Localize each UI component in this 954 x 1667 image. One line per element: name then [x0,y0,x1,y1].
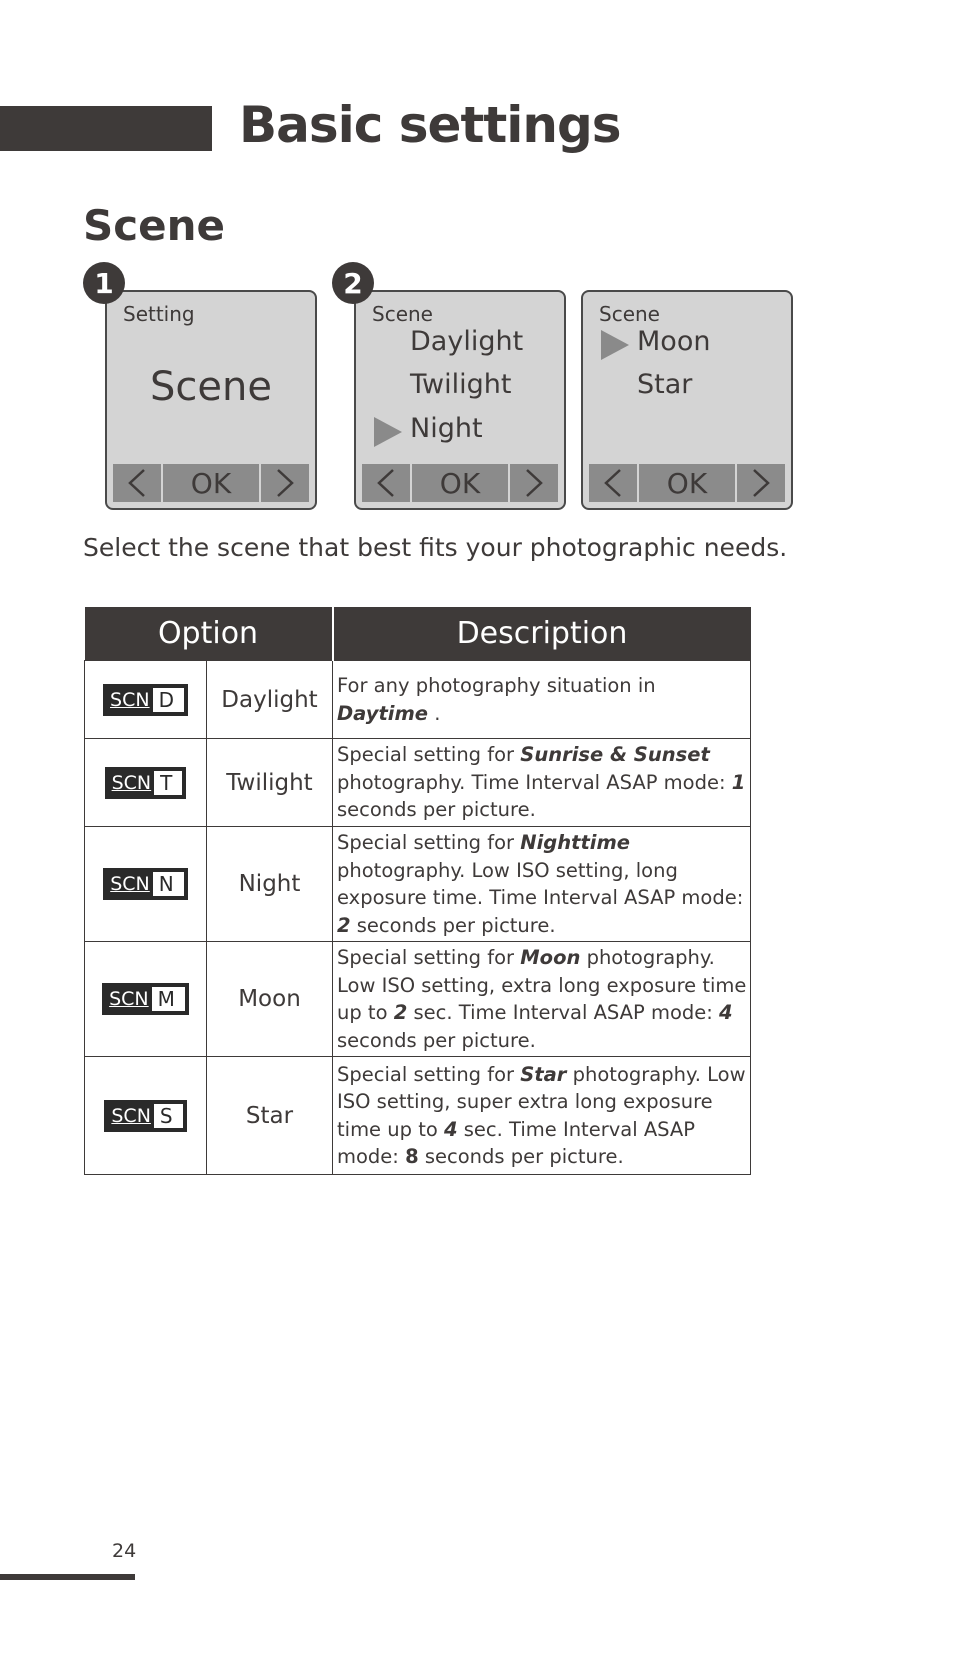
mode-icon-cell [85,739,207,827]
screen-header: Scene [599,302,660,326]
mode-icon-cell [85,942,207,1057]
option-name: Moon [207,942,333,1057]
chevron-left-icon [127,468,147,498]
scene-options-table [84,607,751,1175]
right-softkey[interactable] [735,464,785,502]
option-description: Special setting for Star photography. Low ISO setting, super extra long exposure time up to 4 sec. Time Interval ASAP mode: 8 seconds per picture. [333,1057,751,1175]
ok-softkey[interactable]: OK [190,466,232,500]
chevron-right-icon [524,468,544,498]
description-header: Description [333,607,751,661]
right-softkey[interactable] [508,464,558,502]
table-header-row [85,607,751,661]
scene-option-star[interactable]: Star [637,369,693,400]
ok-softkey[interactable]: OK [666,466,708,500]
left-softkey[interactable] [113,464,163,502]
option-name: Twilight [207,739,333,827]
footer-rule [0,1574,135,1580]
left-softkey[interactable] [362,464,412,502]
mode-icon-cell [85,1057,207,1175]
selection-arrow-icon [601,330,629,360]
option-description: For any photography situation in Daytime . [333,661,751,739]
table-row [85,661,751,739]
step-badge-2: 2 [332,262,374,304]
table-row [85,1057,751,1175]
option-name: Star [207,1057,333,1175]
scene-option-daylight[interactable]: Daylight [410,326,524,357]
chevron-right-icon [751,468,771,498]
option-description: Special setting for Nighttime photography. Low ISO setting, long exposure time. Time Interval ASAP mode: 2 seconds per picture. [333,827,751,942]
softkey-bar [589,464,785,502]
scene-option-moon[interactable]: Moon [637,326,711,357]
camera-screen-scene-list [354,290,566,510]
softkey-bar [113,464,309,502]
scn-star-icon: SCN S [104,1100,186,1132]
scn-twilight-icon: SCN T [105,767,187,799]
section-title: Scene [83,201,226,250]
scene-option-night[interactable]: Night [410,413,483,444]
option-description: Special setting for Moon photography. Low ISO setting, extra long exposure time up to 2 sec. Time Interval ASAP mode: 4 seconds per picture. [333,942,751,1057]
mode-icon-cell [85,661,207,739]
table-row [85,739,751,827]
option-name: Daylight [207,661,333,739]
softkey-bar [362,464,558,502]
right-softkey[interactable] [259,464,309,502]
step-badge-1: 1 [83,262,125,304]
table-row [85,827,751,942]
option-description: Special setting for Sunrise & Sunset photography. Time Interval ASAP mode: 1 seconds per picture. [333,739,751,827]
scene-option-twilight[interactable]: Twilight [410,369,512,400]
option-name: Night [207,827,333,942]
screen-header: Scene [372,302,433,326]
caption: Select the scene that best fits your photographic needs. [83,533,788,562]
page-number: 24 [112,1540,137,1562]
scn-night-icon: SCN N [103,868,188,900]
mode-icon-cell [85,827,207,942]
screen-header: Setting [123,302,195,326]
scn-moon-icon: SCN M [102,983,189,1015]
option-header: Option [85,607,333,661]
ok-softkey[interactable]: OK [439,466,481,500]
camera-screen-setting [105,290,317,510]
camera-screen-scene-list-page2 [581,290,793,510]
selection-arrow-icon [374,417,402,447]
table-row [85,942,751,1057]
left-softkey[interactable] [589,464,639,502]
scn-daylight-icon: SCN D [103,684,188,716]
chevron-right-icon [275,468,295,498]
screen-main-text: Scene [150,364,272,410]
page-title: Basic settings [239,96,621,154]
chevron-left-icon [376,468,396,498]
chevron-left-icon [603,468,623,498]
header-bar [0,106,212,151]
